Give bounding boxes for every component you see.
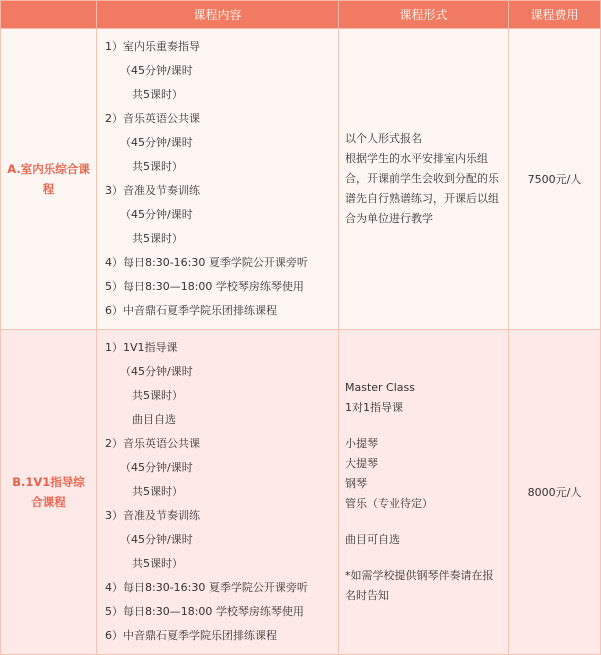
content-line: （45分钟/课时 (120, 136, 193, 149)
course-content (97, 330, 339, 655)
header-fee: 课程费用 (509, 1, 601, 29)
content-line: （45分钟/课时 (120, 64, 193, 77)
content-line: 3）音准及节奏训练 (105, 509, 200, 522)
format-line: 钢琴 (345, 477, 367, 490)
course-fee: 8000元/人 (509, 330, 601, 655)
content-line: 1）1V1指导课 (105, 341, 178, 354)
content-line: 3）音准及节奏训练 (105, 184, 200, 197)
content-line: 共5课时） (132, 557, 183, 570)
format-line: 1对1指导课 (345, 401, 403, 414)
format-line: 根据学生的水平安排室内乐组合，开课前学生会收到分配的乐谱先自行熟谱练习，开课后以组合为单位进行教学 (345, 152, 499, 225)
content-line: 6）中音鼎石夏季学院乐团排练课程 (105, 629, 277, 642)
content-line: （45分钟/课时 (120, 208, 193, 221)
course-row-b (1, 330, 601, 655)
course-category: A.室内乐综合课程 (1, 29, 97, 330)
course-category: B.1V1指导综合课程 (1, 330, 97, 655)
content-line: 2）音乐英语公共课 (105, 437, 200, 450)
course-format (339, 29, 509, 330)
content-line: 共5课时） (132, 232, 183, 245)
format-line: 曲目可自选 (345, 533, 400, 546)
content-line: 共5课时） (132, 485, 183, 498)
content-line: 曲目自选 (132, 413, 176, 426)
header-category (1, 1, 97, 29)
course-content (97, 29, 339, 330)
course-fee: 7500元/人 (509, 29, 601, 330)
format-spacer (345, 514, 500, 530)
format-spacer (345, 418, 500, 434)
content-line: 4）每日8:30-16:30 夏季学院公开课旁听 (105, 256, 308, 269)
content-line: 共5课时） (132, 88, 183, 101)
format-line: 以个人形式报名 (345, 132, 422, 145)
content-line: 2）音乐英语公共课 (105, 112, 200, 125)
content-line: 共5课时） (132, 160, 183, 173)
format-line: *如需学校提供钢琴伴奏请在报名时告知 (345, 569, 494, 602)
format-spacer (345, 550, 500, 566)
format-line: 小提琴 (345, 437, 378, 450)
content-line: 共5课时） (132, 389, 183, 402)
course-row-a (1, 29, 601, 330)
content-line: （45分钟/课时 (120, 533, 193, 546)
content-line: 1）室内乐重奏指导 (105, 40, 200, 53)
content-line: 5）每日8:30—18:00 学校琴房练琴使用 (105, 280, 304, 293)
course-format (339, 330, 509, 655)
content-line: 6）中音鼎石夏季学院乐团排练课程 (105, 304, 277, 317)
header-content: 课程内容 (97, 1, 339, 29)
format-line: Master Class (345, 381, 416, 394)
format-line: 管乐（专业待定） (345, 497, 433, 510)
content-line: 5）每日8:30—18:00 学校琴房练琴使用 (105, 605, 304, 618)
header-row (1, 1, 601, 29)
format-line: 大提琴 (345, 457, 378, 470)
content-line: 4）每日8:30-16:30 夏季学院公开课旁听 (105, 581, 308, 594)
content-line: （45分钟/课时 (120, 365, 193, 378)
header-format: 课程形式 (339, 1, 509, 29)
content-line: （45分钟/课时 (120, 461, 193, 474)
